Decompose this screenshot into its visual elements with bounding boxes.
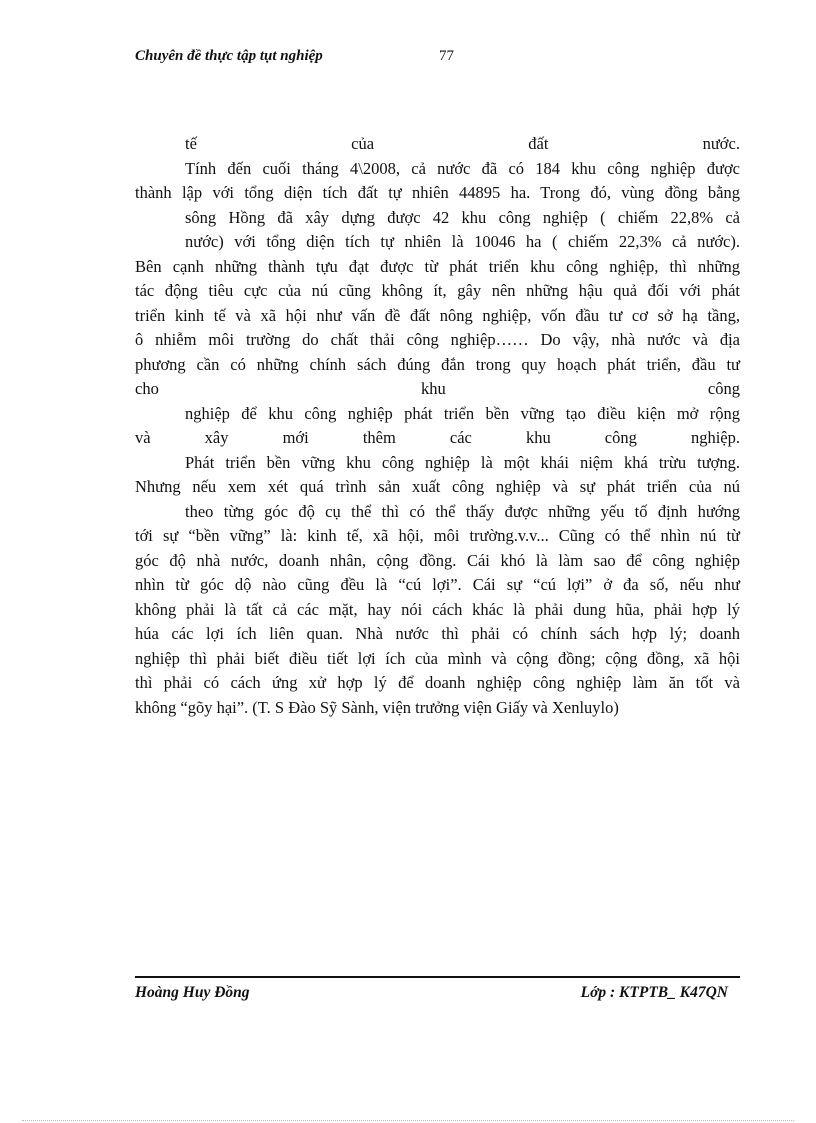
page-bottom-border [22, 1120, 794, 1121]
footer-divider [135, 976, 740, 978]
text-line: nghiệp thì phải biết điều tiết lợi ích của mình và cộng đồng; cộng đồng, xã hội [135, 648, 740, 668]
class-label: Lớp : KTPTB_ K47QN [580, 984, 728, 1001]
text-line: thì phải có cách ứng xử hợp lý để doanh nghiệp công nghiệp làm ăn tốt và [135, 673, 740, 692]
text-line: không phải là tất cả các mặt, hay nói cách khác là phải dung hũa, phải hợp lý [135, 599, 740, 619]
text-line: thành lập với tổng diện tích đất tự nhiên 44895 ha. Trong đó, vùng đồng bằng [135, 183, 740, 202]
text-line: tới sự “bền vững” là: kinh tế, xã hội, môi trường.v.v... Cũng có thể nhìn nú từ [135, 526, 740, 545]
text-line: phương cần có những chính sách đúng đắn trong quy hoạch phát triển, đầu tư [135, 354, 740, 374]
text-line: tế của đất nước. [185, 134, 740, 153]
text-line: sông Hồng đã xây dựng được 42 khu công nghiệp ( chiếm 22,8% cả [185, 207, 740, 227]
text-line: và xây mới thêm các khu công nghiệp. [135, 428, 740, 447]
text-line: triển kinh tế và xã hội như vấn đề đất nông nghiệp, vốn đầu tư cơ sở hạ tầng, [135, 305, 740, 325]
text-line: nghiệp để khu công nghiệp phát triển bền vững tạo điều kiện mở rộng [185, 403, 740, 423]
text-line: cho khu công [135, 379, 740, 398]
page-header [135, 48, 740, 72]
text-line: Phát triển bền vững khu công nghiệp là một khái niệm khá trừu tượng. [185, 452, 740, 472]
text-line: ô nhiễm môi trường do chất thải công nghiệp…… Do vậy, nhà nước và địa [135, 330, 740, 349]
page-footer [135, 984, 740, 1006]
text-line: góc độ nhà nước, doanh nhân, cộng đồng. Cái khó là làm sao để công nghiệp [135, 550, 740, 570]
text-line: theo từng góc độ cụ thể thì có thể thấy được những yếu tố định hướng [185, 501, 740, 521]
text-line: húa các lợi ích liên quan. Nhà nước thì phải có chính sách hợp lý; doanh [135, 624, 740, 643]
text-line: Nhưng nếu xem xét quá trình sản xuất công nghiệp và sự phát triển của nú [135, 477, 740, 496]
text-line: nhìn từ góc dộ nào cũng đều là “cú lợi”. Cái sự “cú lợi” ở đa số, nếu như [135, 575, 740, 594]
text-line: tác động tiêu cực của nú cũng không ít, gây nên những hậu quả đối với phát [135, 281, 740, 300]
page-number: 77 [439, 48, 454, 64]
text-line: nước) với tổng diện tích tự nhiên là 10046 ha ( chiếm 22,3% cả nước). [185, 232, 740, 251]
body-text [135, 132, 740, 720]
text-line: Tính đến cuối tháng 4\2008, cả nước đã có 184 khu công nghiệp được [185, 158, 740, 178]
text-line: không “gõy hại”. (T. S Đào Sỹ Sành, viện trưởng viện Giấy và Xenluylo) [135, 697, 619, 717]
document-title: Chuyên đề thực tập tụt nghiệp [135, 48, 323, 64]
author-name: Hoàng Huy Đồng [135, 984, 250, 1001]
text-line: Bên cạnh những thành tựu đạt được từ phát triển khu công nghiệp, thì những [135, 256, 740, 276]
